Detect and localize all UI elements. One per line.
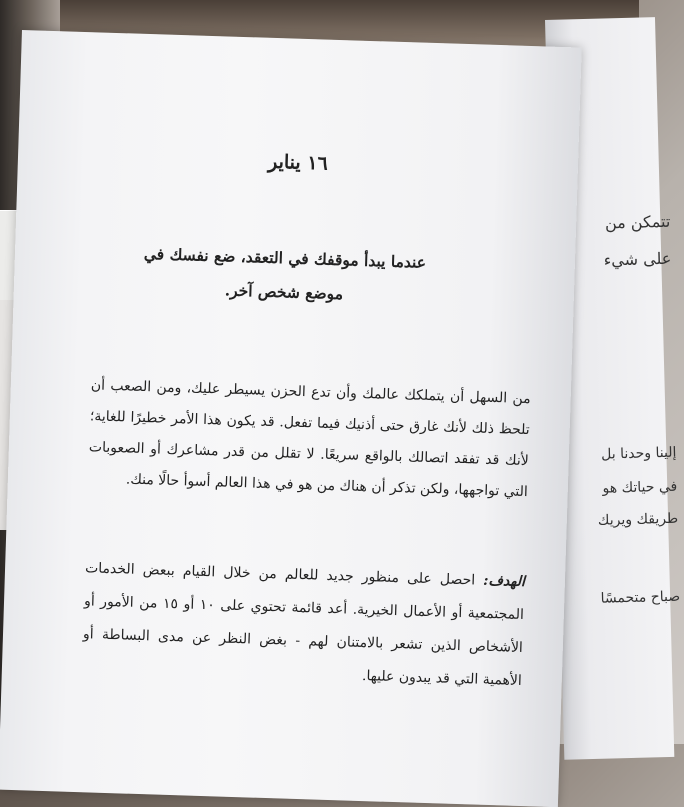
facing-page-text: إلينا وحدنا بل	[600, 444, 677, 463]
goal-text: احصل على منظور جديد للعالم من خلال القيام ببعض الخدمات المجتمعية أو الأعمال الخيرية. أعد قائمة تحتوي على ١٠ أو ١٥ من الأمور أو الأشخاص الذين تشعر بالامتنان لهم - بغض النظر عن مدى البساطة أو الأهمية التي قد يبدون عليها.	[82, 560, 525, 690]
facing-page-text: في حياتك هو	[602, 478, 678, 497]
goal-paragraph	[81, 552, 525, 698]
facing-page-text: صباح متحمسًا	[600, 588, 681, 607]
book-page	[0, 30, 582, 807]
facing-page-text: طريقك ويريك	[597, 510, 679, 529]
facing-page-text: على شيء	[603, 248, 672, 270]
goal-label: الهدف:	[483, 572, 526, 591]
page-quote: عندما يبدأ موقفك في التعقد، ضع نفسك في موضع شخص آخر.	[143, 243, 427, 304]
facing-page-text: تتمكن من	[604, 211, 671, 233]
body-paragraph: من السهل أن يتملكك عالمك وأن تدع الحزن يسيطر عليك، ومن الصعب أن تلحظ ذلك لأنك غارق حتى أذنيك فيما تفعل. قد يكون هذا الأمر خطيرًا للغاية؛ لأنك قد تفقد اتصالك بالواقع سريعًا. لا تقلل من قدر مشاعرك أو الصعوبات التي تواجهها، ولكن تذكر أن هناك من هو في هذا العالم أسوأ حالًا منك.	[88, 377, 531, 501]
page-date: ١٦ يناير	[267, 150, 329, 175]
